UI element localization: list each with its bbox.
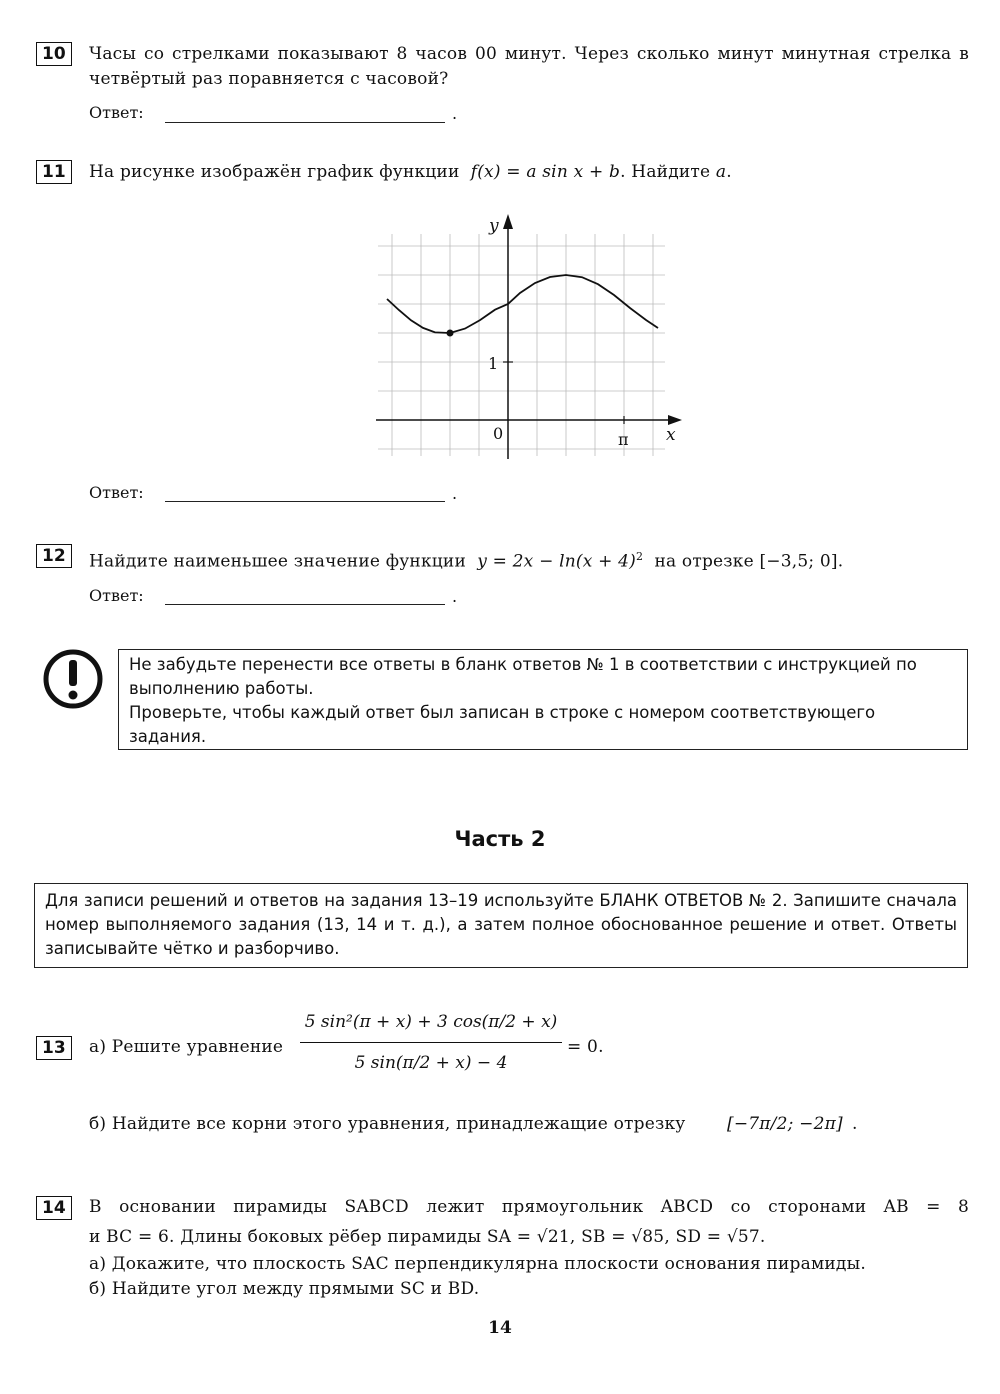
x-axis-label: x [666,425,676,445]
task-number-14: 14 [36,1196,72,1220]
task-number-10: 10 [36,42,72,66]
task-11-answer-label: Ответ: [89,483,144,502]
task-12-exponent: 2 [636,550,644,563]
task-10-answer-field[interactable] [165,122,445,123]
task-11-variable: a [715,162,727,182]
task-13-interval: [−7π/2; −2π] [727,1114,843,1134]
task-11-text-after: . Найдите [620,162,711,182]
task-11-answer-field[interactable] [165,501,445,502]
minimum-point [447,330,454,337]
task-14-line-2: и BC = 6. Длины боковых рёбер пирамиды SA = √21, SB = √85, SD = √57. [89,1227,766,1247]
task-13-equals: = 0. [567,1037,604,1057]
task-14-part-b: б) Найдите угол между прямыми SC и BD. [89,1279,480,1299]
task-12-formula: y = 2x − ln(x + 4) [477,551,637,572]
task-12-answer-dot: . [452,587,458,606]
task-number-13: 13 [36,1036,72,1060]
x-axis-arrow [668,415,682,425]
tick-pi-label: π [618,430,629,449]
notice-box [118,649,968,750]
task-10-answer-label: Ответ: [89,103,144,122]
task-14-part-a: а) Докажите, что плоскость SAC перпендикулярна плоскости основания пирамиды. [89,1254,866,1274]
task-11-end: . [726,162,732,182]
tick-one-label: 1 [488,354,499,373]
task-number-11: 11 [36,160,72,184]
task-13-numerator: 5 sin²(π + x) + 3 cos(π/2 + x) [300,1010,562,1043]
y-axis-arrow [503,214,513,229]
notice-line-1: Не забудьте перенести все ответы в бланк ответов № 1 в соответствии с инструкцией по выполнению работы. [129,655,917,698]
task-10-text: Часы со стрелками показывают 8 часов 00 минут. Через сколько минут минутная стрелка в четвёртый раз поравняется с часовой? [89,44,969,89]
task-12-answer-field[interactable] [165,604,445,605]
notice-line-2: Проверьте, чтобы каждый ответ был записан в строке с номером соответствующего задания. [129,703,876,746]
part-2-instructions: Для записи решений и ответов на задания 13–19 используйте БЛАНК ОТВЕТОВ № 2. Запишите сначала номер выполняемого задания (13, 14 и т. д.), а затем полное обоснованное решение и ответ. Ответы записывайте чётко и разборчиво. [34,883,968,968]
task-12-answer-label: Ответ: [89,586,144,605]
task-13-part-a: а) Решите уравнение [89,1037,284,1057]
task-13-fraction [300,1010,562,1075]
task-10-answer-dot: . [452,104,458,123]
page-number: 14 [488,1318,512,1338]
task-12-text-before: Найдите наименьшее значение функции [89,551,466,572]
task-11-text [89,160,969,185]
task-number-12: 12 [36,544,72,568]
exclamation-icon [42,648,104,710]
task-12-text [89,544,969,575]
task-13-end: . [852,1114,858,1134]
origin-label: 0 [493,424,504,443]
task-11-formula: f(x) = a sin x + b [470,162,621,182]
task-13-part-b: б) Найдите все корни этого уравнения, принадлежащие отрезку [89,1114,686,1134]
task-14-line-1: В основании пирамиды SABCD лежит прямоугольник ABCD со сторонами AB = 8 [89,1197,969,1217]
y-axis-label: y [489,216,499,236]
task-12-text-after: на отрезке [−3,5; 0]. [654,551,844,572]
task-11-graph [370,205,690,465]
part-2-title: Часть 2 [454,827,546,851]
task-11-answer-dot: . [452,484,458,503]
task-13-denominator: 5 sin(π/2 + x) − 4 [354,1053,508,1073]
graph-grid [378,234,665,456]
task-11-text-before: На рисунке изображён график функции [89,162,460,182]
